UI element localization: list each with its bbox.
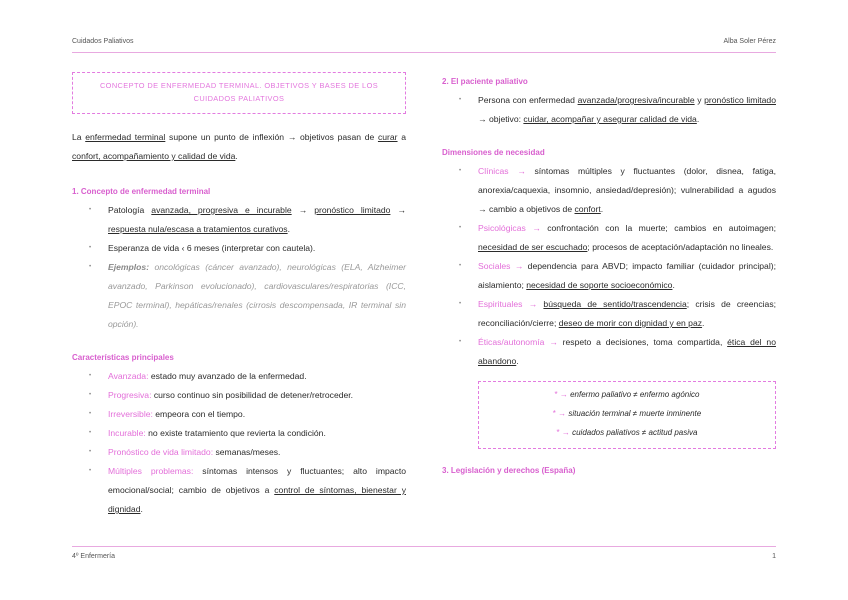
section-heading-legislacion: 3. Legislación y derechos (España) [442,466,576,475]
left-column [72,72,406,519]
list-item-eticas: • Éticas/autonomía → respeto a decisiones, toma compartida, ética del no abandono. [459,337,776,366]
header-left: Cuidados Paliativos [72,38,134,45]
list-item-sociales: • Sociales → dependencia para ABVD; impacto familiar (cuidador principal); aislamiento; necesidad de soporte socioeconómico. [459,261,776,290]
footer-left: 4º Enfermería [72,553,116,560]
list-item-espirituales: • Espirituales → búsqueda de sentido/trascendencia; crisis de creencias; reconciliación/cierre; deseo de morir con dignidad y en paz. [459,299,776,328]
right-column [442,72,776,480]
list-item: • Persona con enfermedad avanzada/progresiva/incurable y pronóstico limitado → objetivo: cuidar, acompañar y asegurar calidad de vida. [459,95,776,124]
section-heading-concepto: 1. Concepto de enfermedad terminal [72,187,211,196]
list-item: • Progresiva: curso continuo sin posibilidad de detener/retroceder. [89,390,354,400]
list-item-clinicas: • Clínicas → síntomas múltiples y fluctuantes (dolor, disnea, fatiga, anorexia/caquexia, insomnio, ansiedad/depresión); vulnerabilidad a agudos → cambio a objetivos de confort. [459,166,776,214]
note-line: * → cuidados paliativos ≠ actitud pasiva [556,428,698,437]
note-line: * → situación terminal ≠ muerte inminente [552,409,702,418]
section-heading-caracteristicas: Características principales [72,353,174,362]
list-item: • Incurable: no existe tratamiento que revierta la condición. [89,428,326,438]
list-item-examples: • Ejemplos: oncológicas (cáncer avanzado), neurológicas (ELA, Alzheimer avanzado, Parkinson evolucionado), cardiovasculares/respiratorias (ICC, EPOC terminal), hepáticas/renales (cirrosis descompensada, IR terminal sin opción). [89,262,406,329]
list-item: • Irreversible: empeora con el tiempo. [89,409,246,419]
list-item: • Patología avanzada, progresiva e incurable → pronóstico limitado → respuesta nula/escasa a tratamientos curativos. [89,205,407,234]
document-title: CONCEPTO DE ENFERMEDAD TERMINAL. OBJETIVOS Y BASES DE LOS CUIDADOS PALIATIVOS [72,72,406,114]
section-heading-dimensiones: Dimensiones de necesidad [442,148,545,157]
list-item: • Esperanza de vida ‹ 6 meses (interpretar con cautela). [89,243,316,253]
key-notes-box [478,381,776,449]
header-divider [72,52,776,53]
list-item: • Múltiples problemas: síntomas intensos y fluctuantes; alto impacto emocional/social; cambio de objetivos a control de síntomas, bienestar y dignidad. [89,466,406,514]
footer-divider [72,546,776,547]
list-item: • Avanzada: estado muy avanzado de la enfermedad. [89,371,307,381]
page-number: 1 [772,553,776,560]
note-line: * → enfermo paliativo ≠ enfermo agónico [554,390,700,399]
list-item-psicologicas: • Psicológicas → confrontación con la muerte; cambios en autoimagen; necesidad de ser escuchado; procesos de aceptación/adaptación no lineales. [459,223,776,252]
intro-paragraph: La enfermedad terminal supone un punto de inflexión → objetivos pasan de curar a confort, acompañamiento y calidad de vida. [72,132,406,161]
list-item: • Pronóstico de vida limitado: semanas/meses. [89,447,281,457]
header-right: Alba Soler Pérez [723,38,776,45]
section-heading-paciente: 2. El paciente paliativo [442,77,528,86]
